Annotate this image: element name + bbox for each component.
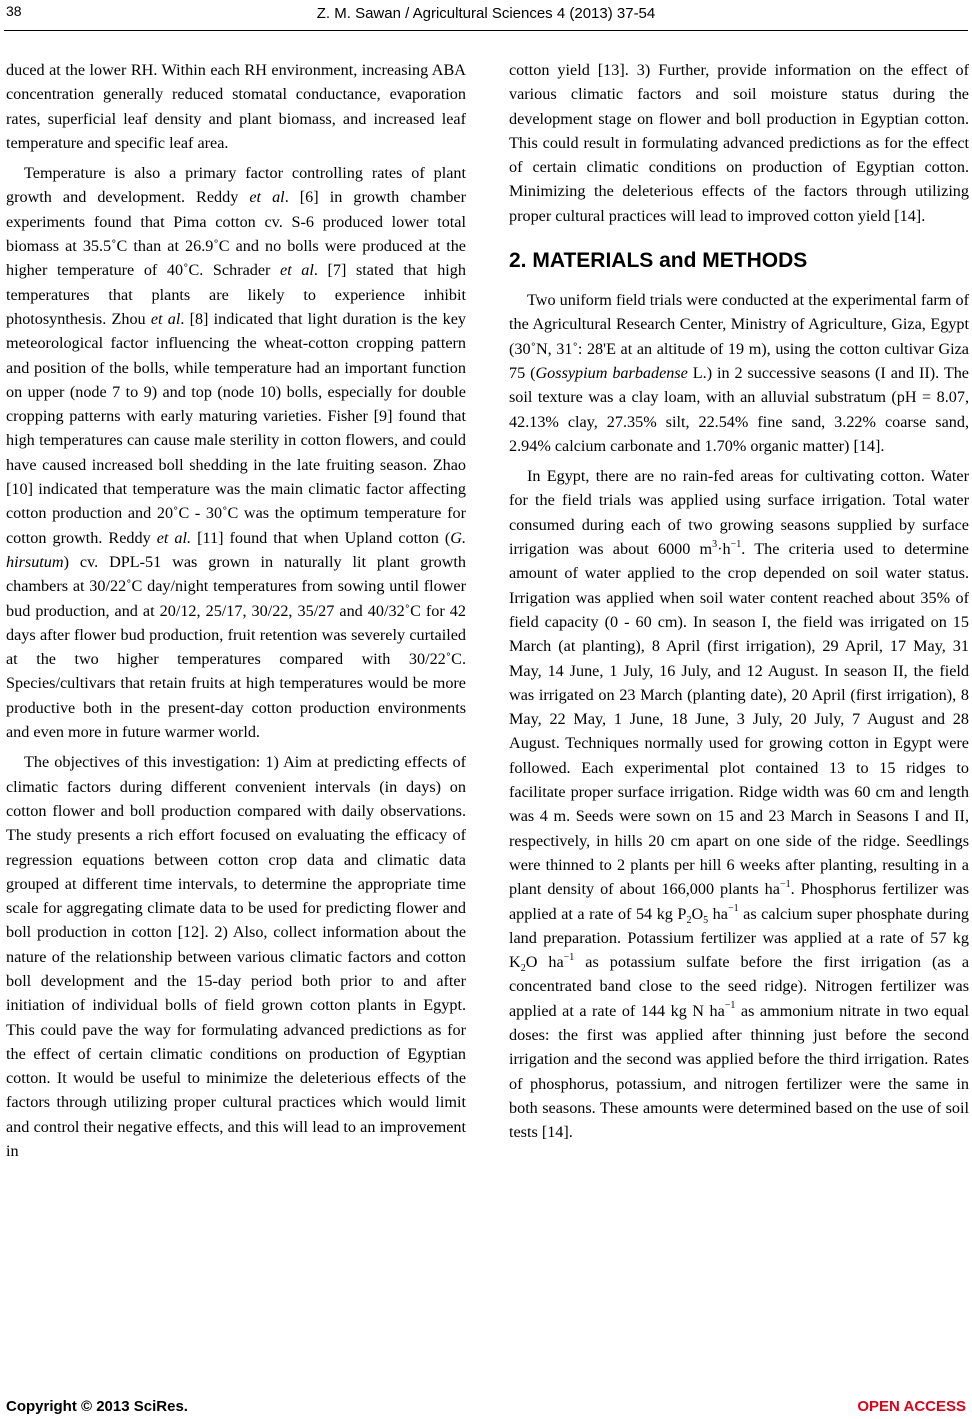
text-run: In Egypt, there are no rain-fed areas for cultivating cotton. Water for the field trials was applied using surface irrigation. Total water consumed during each of two growing seasons supplied by surface irrigation was about 6000 m: [509, 467, 969, 559]
text-run: ) cv. DPL-51 was grown in naturally lit plant growth chambers at 30/22˚C day/night temperatures from sowing until flower bud production, and at 20/12, 25/17, 30/22, 35/27 and 40/32˚C for 42 days after flower bud production, fruit retention was severely curtailed at the two higher temperatures compared with 30/22˚C. Species/cultivars that retain fruits at high temperatures would be more productive both in the present-day cotton production environments and even more in future warmer world.: [6, 552, 466, 742]
text-run: [11] found that when Upland cotton (: [191, 528, 451, 547]
right-paragraph-2: [509, 288, 969, 458]
text-run: as potassium sulfate before the first irrigation (as a concentrated band close to the seed ridge). Nitrogen fertilizer was applied at a rate of 144 kg N ha: [509, 953, 969, 1020]
text-run: O ha: [525, 953, 564, 972]
left-paragraph-1: duced at the lower RH. Within each RH environment, increasing ABA concentration generally reduced stomatal conductance, evaporation rates, superficial leaf density and plant biomass, and increased leaf temperature and specific leaf area.: [6, 61, 466, 152]
text-run: . [6] in growth chamber experiments found that Pima cotton cv. S-6 produced lower total biomass at 35.5˚C than at 26.9˚C and no bolls were produced at the higher temperature of 40˚C. Schrader: [6, 188, 466, 280]
running-title: Z. M. Sawan / Agricultural Sciences 4 (2013) 37-54: [316, 5, 656, 22]
italic-run: et al.: [156, 528, 192, 547]
text-run: Temperature is also a primary factor controlling rates of plant growth and development. Reddy: [6, 164, 466, 207]
italic-run: et al: [150, 309, 181, 328]
text-run: ·h: [717, 540, 731, 559]
text-run: as calcium super phosphate during land preparation. Potassium fertilizer was applied at a rate of 57 kg K: [509, 904, 969, 972]
superscript: −1: [779, 878, 791, 890]
subscript: 2: [686, 914, 692, 926]
open-access-label: OPEN ACCESS: [857, 1398, 966, 1415]
text-run: Two uniform field trials were conducted at the experimental farm of the Agricultural Research Center, Ministry of Agriculture, Giza, Egypt (30˚N, 31˚: 28'E at an altitude of 19 m), using the cotton cultivar Giza 75 (: [509, 291, 969, 382]
left-paragraph-3: The objectives of this investigation: 1) Aim at predicting effects of climatic factors during different convenient intervals (in days) on cotton flower and boll production compared with daily observations. The study presents a rich effort focused on evaluating the efficacy of regression equations between cotton crop data and climatic data grouped at different time intervals, to determine the appropriate time scale for aggregating climate data to be used for predicting flower and boll production in cotton [12]. 2) Also, collect information about the nature of the relationship between various climatic factors and cotton boll development and the 15-day period both prior to and after initiation of individual bolls of field grown cotton plants in Egypt. This could pave the way for formulating advanced predictions as for the effect of certain climatic conditions on production of Egyptian cotton. It would be useful to minimize the deleterious effects of the factors through utilizing proper cultural practices which would limit and control their negative effects, and this will lead to an improvement in: [6, 753, 466, 1161]
italic-run: et al: [249, 188, 285, 207]
superscript: −1: [563, 951, 575, 963]
left-paragraph-2: [6, 161, 466, 744]
copyright-notice: Copyright © 2013 SciRes.: [6, 1398, 188, 1415]
right-paragraph-3: [509, 464, 969, 1144]
superscript: 3: [712, 538, 718, 550]
text-run: . [8] indicated that light duration is the key meteorological factor influencing the wheat-cotton cropping pattern and position of the bolls, while temperature had an important function on upper (node 7 to 9) and top (node 10) bolls, especially for double cropping patterns with early maturing varieties. Fisher [9] found that high temperatures can cause male sterility in cotton flowers, and could have caused increased boll shedding in the late fruiting season. Zhao [10] indicated that temperature was the main climatic factor affecting cotton production and 20˚C - 30˚C was the optimum temperature for cotton growth. Reddy: [6, 309, 467, 547]
subscript: 5: [703, 914, 709, 926]
text-run: . Phosphorus fertilizer was applied at a rate of 54 kg P: [509, 880, 969, 923]
superscript: −1: [724, 1000, 736, 1012]
superscript: −1: [727, 903, 739, 915]
text-run: as ammonium nitrate in two equal doses: the first was applied after thinning just before the second irrigation and the second was applied before the third irrigation. Rates of phosphorus, potassium, and nitrogen fertilizer were the same in both seasons. These amounts were determined based on the use of soil tests [14].: [509, 1001, 969, 1142]
section-heading: 2. MATERIALS and METHODS: [509, 249, 808, 273]
italic-run: G. hirsutum: [6, 528, 466, 571]
text-run: . [7] stated that high temperatures that plants are likely to experience inhibit photosynthesis. Zhou: [6, 261, 466, 328]
italic-run: Gossypium barbadense: [535, 363, 688, 382]
text-run: . The criteria used to determine amount of water applied to the crop depended on soil water status. Irrigation was applied when soil water content reached about 35% of field capacity (0 - 60 cm). In season I, the field was irrigated on 15 March (at planting), 8 April (first irrigation), 29 April, 17 May, 31 May, 14 June, 1 July, 16 July, and 12 August. In season II, the field was irrigated on 23 March (planting date), 20 April (first irrigation), 8 May, 22 May, 1 June, 18 June, 3 July, 20 July, 7 August and 28 August. Techniques normally used for growing cotton in Egypt were followed. Each experimental plot contained 13 to 15 ridges to facilitate proper surface irrigation. Ridge width was 60 cm and length was 4 m. Seeds were sown on 15 and 23 March in Seasons I and II, respectively, in hills 20 cm apart on one side of the ridge. Seedlings were thinned to 2 plants per hill 6 weeks after planting, resulting in a plant density of about 166,000 plants ha: [509, 540, 969, 899]
right-paragraph-1: cotton yield [13]. 3) Further, provide information on the effect of various climatic factors and soil moisture status during the development stage on flower and boll production in Egyptian cotton. This could result in formulating advanced predictions as for the effect of certain climatic conditions on production of Egyptian cotton. Minimizing the deleterious effects of the factors through utilizing proper cultural practices will lead to improved cotton yield [14].: [509, 61, 969, 225]
left-column: [6, 58, 466, 1163]
text-run: L.) in 2 successive seasons (I and II). The soil texture was a clay loam, with an alluvial substratum (pH = 8.07, 42.13% clay, 27.35% silt, 22.54% fine sand, 3.22% coarse sand, 2.94% calcium carbonate and 1.70% organic matter) [14].: [509, 363, 969, 455]
italic-run: et al: [280, 261, 314, 280]
text-run: O: [691, 904, 704, 923]
superscript: −1: [730, 538, 742, 550]
subscript: 2: [520, 963, 526, 975]
text-run: ha: [708, 904, 728, 923]
right-column: [509, 58, 969, 1144]
header-rule: [4, 30, 968, 31]
page-number: 38: [6, 3, 22, 19]
